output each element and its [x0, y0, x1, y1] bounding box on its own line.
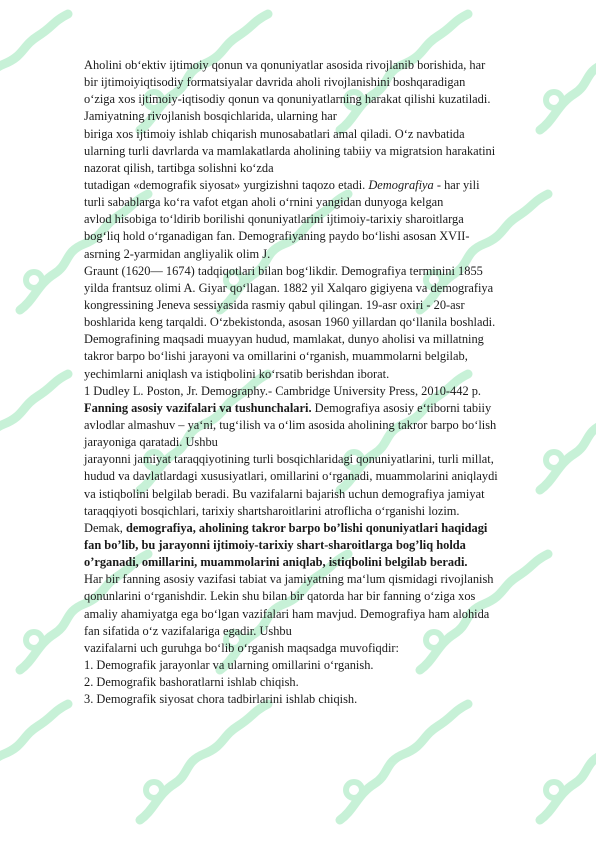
text-span: asrning 2-yarmidan angliyalik olim J. [84, 246, 271, 261]
text-line [84, 314, 566, 331]
text-line [84, 468, 566, 485]
watermark-stroke [340, 704, 468, 820]
text-line [84, 383, 566, 400]
text-line [84, 57, 566, 74]
text-span: taraqqiyoti bosqichlari, tarixiy shartsharoitlarini atroflicha o‘rganishi lozim. [84, 503, 460, 518]
text-line [84, 434, 566, 451]
text-span: o‘ziga xos ijtimoiy-iqtisodiy qonun va qonuniyatlarning harakat qilishi kuzatiladi. [84, 92, 491, 107]
text-span: - har yili [433, 177, 480, 192]
watermark-mark [546, 782, 562, 798]
text-line [84, 280, 566, 297]
text-span: nazorat qilish, tartibga solishni ko‘zda [84, 160, 274, 175]
watermark-stroke [0, 14, 68, 130]
text-line [84, 348, 566, 365]
italic-text: Demografiya [368, 177, 434, 192]
text-span: 1 Dudley L. Poston, Jr. Demography.- Cambridge University Press, 2010-442 p. [84, 383, 482, 398]
text-line [84, 366, 566, 383]
document-page [84, 57, 566, 708]
text-span: avlod hisobiga to‘ldirib borilishi qonuniyatlarini ijtimoiy-tarixiy sharoitlarga [84, 212, 464, 227]
bold-text: o’rganadi, omillarini, muammolarini aniqlab, istiqbolini belgilab beradi. [84, 555, 468, 570]
watermark-stroke [0, 374, 68, 490]
text-line [84, 194, 566, 211]
text-line [84, 246, 566, 263]
text-span: qonunlarini o‘rganishdir. Lekin shu bilan bir qatorda har bir fanning o‘ziga xos [84, 589, 476, 604]
text-line [84, 400, 566, 417]
text-span: bog‘liq hold o‘rganadigan fan. Demografiyaning paydo bo‘lishi asosan XVII- [84, 229, 470, 244]
text-line [84, 486, 566, 503]
text-span: Har bir fanning asosiy vazifasi tabiat va jamiyatning ma‘lum qismidagi rivojlanish [84, 572, 494, 587]
text-span: 2. Demografik bashoratlarni ishlab chiqish. [84, 675, 299, 690]
text-line [84, 520, 566, 537]
text-span: Graunt (1620— 1674) tadqiqotlari bilan bog‘likdir. Demografiya terminini 1855 [84, 263, 483, 278]
text-span: tutadigan «demografik siyosat» yurgizishni taqozo etadi. [84, 177, 369, 192]
watermark-stroke [140, 704, 268, 820]
text-line [84, 503, 566, 520]
watermark-mark [146, 782, 162, 798]
text-line [84, 160, 566, 177]
text-span: fan sifatida o‘z vazifalariga egadir. Ushbu [84, 623, 292, 638]
text-span: avlodlar almashuv – ya‘ni, tug‘ilish va o‘lim asosida aholining takror barpo bo‘lish [84, 417, 497, 432]
text-span: biriga xos ijtimoiy ishlab chiqarish munosabatlari amal qiladi. O‘z navbatida [84, 126, 465, 141]
text-span: Demak, [84, 520, 126, 535]
text-span: Demografiya asosiy e‘tiborni tabiiy [311, 400, 492, 415]
text-span: turli sabablarga ko‘ra vafot etgan aholi o‘rnini yangidan dunyoga kelgan [84, 195, 444, 210]
text-line [84, 554, 566, 571]
text-span: va istiqbolini belgilab beradi. Bu vazifalarni bajarish uchun demografiya jamiyat [84, 486, 485, 501]
text-line [84, 606, 566, 623]
text-line [84, 571, 566, 588]
text-span: amaliy ahamiyatga ega bo‘lgan vazifalari ham mavjud. Demografiya ham alohida [84, 606, 490, 621]
text-line [84, 691, 566, 708]
text-line [84, 640, 566, 657]
watermark-stroke [0, 704, 68, 820]
text-span: Aholini ob‘ektiv ijtimoiy qonun va qonuniyatlar asosida rivojlanib borishida, har [84, 58, 486, 72]
bold-text: Fanning asosiy vazifalari va tushunchalari. [84, 400, 312, 415]
bold-text: demografiya, aholining takror barpo bo’lishi qonuniyatlari haqidagi [125, 520, 488, 535]
text-line [84, 657, 566, 674]
text-line [84, 623, 566, 640]
text-line [84, 74, 566, 91]
watermark-mark [346, 782, 362, 798]
text-span: kongressining Jeneva sessiyasida rasmiy qabul qilingan. 19-asr oxiri - 20-asr [84, 297, 465, 312]
text-line [84, 126, 566, 143]
text-span: bir ijtimoiyiqtisodiy formatsiyalar davrida aholi rivojlanishini boshqaradigan [84, 75, 466, 90]
text-span: jarayoniga qaratadi. Ushbu [84, 435, 218, 450]
text-span: yilda frantsuz olimi A. Giyar qo‘llagan. 1882 yil Xalqaro gigiyena va demografiya [84, 280, 494, 295]
text-line [84, 417, 566, 434]
text-line [84, 91, 566, 108]
text-line [84, 588, 566, 605]
text-line [84, 331, 566, 348]
text-span: boshlarida keng tarqaldi. O‘zbekistonda, asosan 1960 yillardan qo‘llanila boshladi. [84, 315, 496, 330]
text-span: jarayonni jamiyat taraqqiyotining turli bosqichlaridagi qonuniyatlarini, turli millat, [84, 452, 494, 467]
text-span: 1. Demografik jarayonlar va ularning omillarini o‘rganish. [84, 657, 374, 672]
text-line [84, 451, 566, 468]
text-span: hudud va davlatlardagi xususiyatlari, omillarini o‘rganadi, muammolarini aniqlaydi [84, 469, 498, 484]
text-span: yechimlarni aniqlash va istiqbolini ko‘rsatib berishdan iborat. [84, 366, 390, 381]
watermark-mark [26, 272, 42, 288]
text-line [84, 297, 566, 314]
text-line [84, 537, 566, 554]
text-line [84, 108, 566, 125]
text-line [84, 674, 566, 691]
text-line [84, 263, 566, 280]
text-span: vazifalarni uch guruhga bo‘lib o‘rganish maqsadga muvofiqdir: [84, 640, 399, 655]
text-line [84, 177, 566, 194]
watermark-stroke [540, 704, 596, 820]
text-line [84, 228, 566, 245]
text-line [84, 143, 566, 160]
text-line [84, 211, 566, 228]
text-span: Demografining maqsadi muayyan hudud, mamlakat, dunyo aholisi va millatning [84, 332, 484, 347]
watermark-mark [26, 632, 42, 648]
text-span: Jamiyatning rivojlanish bosqichlarida, ularning har [84, 109, 337, 124]
text-span: 3. Demografik siyosat chora tadbirlarini ishlab chiqish. [84, 692, 358, 707]
bold-text: fan bo’lib, bu jarayonni ijtimoiy-tarixiy shart-sharoitlarga bog’liq holda [84, 537, 466, 552]
text-span: ularning turli davrlarda va mamlakatlarda aholining tabiiy va migratsion harakatini [84, 143, 496, 158]
text-span: takror barpo bo‘lishi jarayoni va omillarini o‘rganish, muammolarni belgilab, [84, 349, 468, 364]
